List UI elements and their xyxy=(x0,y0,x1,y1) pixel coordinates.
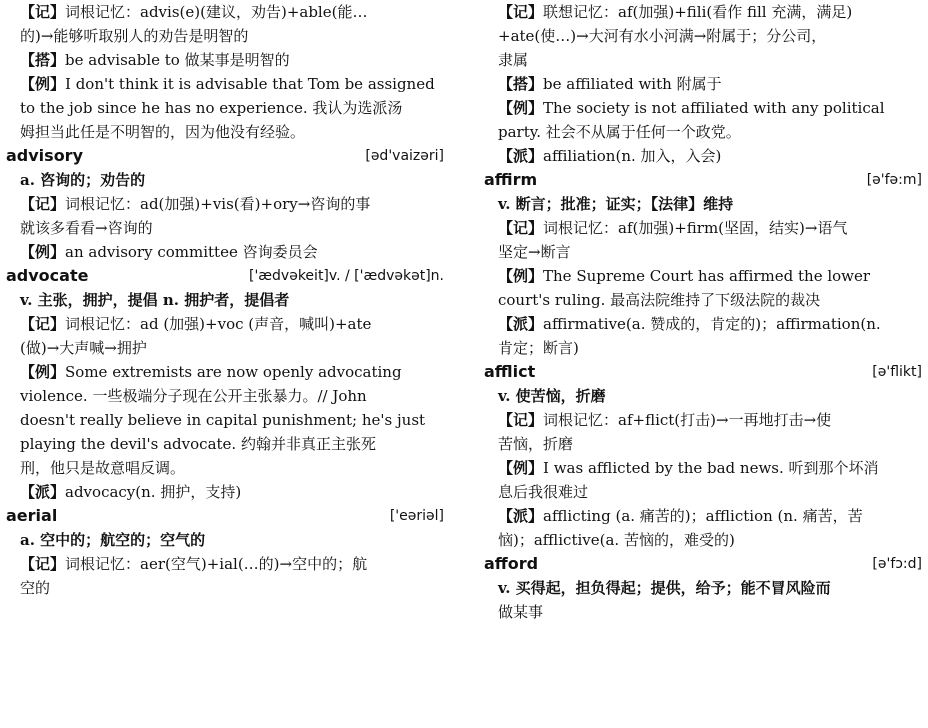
note-text: 联想记忆：af(加强)+fili(看作 fill 充满，满足) xyxy=(543,3,853,21)
continuation-line xyxy=(484,432,922,456)
continuation-text: 肯定；断言) xyxy=(498,339,579,357)
continuation-line xyxy=(484,480,922,504)
note-line xyxy=(484,96,922,120)
entry-headword-line xyxy=(6,144,444,168)
note-line xyxy=(484,0,922,24)
note-line xyxy=(6,72,444,96)
continuation-line xyxy=(6,456,444,480)
pronunciation: ['eəriəl] xyxy=(389,508,444,524)
note-tag: 【记】 xyxy=(498,411,544,429)
continuation-text: 恼)；afflictive(a. 苦恼的，难受的) xyxy=(498,531,735,549)
headword: affirm xyxy=(484,170,538,189)
note-tag: 【例】 xyxy=(20,363,66,381)
continuation-text: playing the devil's advocate. 约翰并非真正主张死 xyxy=(20,435,376,453)
note-text: I don't think it is advisable that Tom be assigned xyxy=(65,75,435,93)
note-tag: 【搭】 xyxy=(498,75,544,93)
continuation-line xyxy=(484,240,922,264)
definition-text: a. 空中的；航空的；空气的 xyxy=(20,531,206,549)
note-text: 词根记忆：advis(e)(建议，劝告)+able(能… xyxy=(65,3,368,21)
continuation-line xyxy=(6,216,444,240)
note-text: affirmative(a. 赞成的，肯定的)；affirmation(n. xyxy=(543,315,881,333)
continuation-line xyxy=(6,576,444,600)
note-line xyxy=(484,144,922,168)
note-text: 词根记忆：aer(空气)+ial(…的)→空中的；航 xyxy=(65,555,368,573)
note-line xyxy=(6,480,444,504)
entry-headword-line xyxy=(484,168,922,192)
note-text: affiliation(n. 加入，入会) xyxy=(543,147,722,165)
continuation-text: doesn't really believe in capital punishment; he's just xyxy=(20,411,426,429)
note-tag: 【记】 xyxy=(20,315,66,333)
continuation-text: (做)→大声喊→拥护 xyxy=(20,339,147,357)
note-line xyxy=(484,216,922,240)
note-line xyxy=(484,312,922,336)
note-tag: 【搭】 xyxy=(20,51,66,69)
pronunciation: [ə'fɔ:d] xyxy=(872,556,922,572)
pronunciation: [əd'vaizəri] xyxy=(365,148,444,164)
continuation-line xyxy=(484,48,922,72)
note-text: an advisory committee 咨询委员会 xyxy=(65,243,318,261)
note-text: be affiliated with 附属于 xyxy=(543,75,722,93)
continuation-line xyxy=(484,336,922,360)
note-line xyxy=(6,192,444,216)
continuation-text: court's ruling. 最高法院维持了下级法院的裁决 xyxy=(498,291,821,309)
note-tag: 【例】 xyxy=(498,99,544,117)
note-text: The Supreme Court has affirmed the lower xyxy=(543,267,871,285)
note-line xyxy=(6,240,444,264)
continuation-line xyxy=(484,120,922,144)
definition-text: v. 断言；批准；证实；【法律】维持 xyxy=(498,195,734,213)
note-tag: 【记】 xyxy=(498,3,544,21)
note-tag: 【派】 xyxy=(498,147,544,165)
definition-line xyxy=(484,384,922,408)
continuation-line xyxy=(484,528,922,552)
note-line xyxy=(484,504,922,528)
note-text: The society is not affiliated with any political xyxy=(543,99,885,117)
pronunciation: ['ædvəkeit]v. / ['ædvəkət]n. xyxy=(248,268,444,284)
continuation-line xyxy=(6,384,444,408)
continuation-text: 坚定→断言 xyxy=(498,243,571,261)
continuation-line xyxy=(6,432,444,456)
continuation-text: to the job since he has no experience. 我认为选派汤 xyxy=(20,99,403,117)
definition-line xyxy=(484,192,922,216)
note-line xyxy=(484,456,922,480)
note-text: Some extremists are now openly advocating xyxy=(65,363,402,381)
definition-text: v. 使苦恼，折磨 xyxy=(498,387,606,405)
left-column xyxy=(6,0,444,600)
continuation-text: 隶属 xyxy=(498,51,529,69)
note-line xyxy=(6,312,444,336)
continuation-text: 息后我很难过 xyxy=(498,483,589,501)
headword: advocate xyxy=(6,266,89,285)
note-tag: 【例】 xyxy=(498,459,544,477)
note-line xyxy=(6,360,444,384)
note-line xyxy=(484,408,922,432)
note-tag: 【例】 xyxy=(20,243,66,261)
headword: advisory xyxy=(6,146,83,165)
note-line xyxy=(6,552,444,576)
continuation-line xyxy=(6,120,444,144)
note-tag: 【例】 xyxy=(498,267,544,285)
continuation-line xyxy=(484,24,922,48)
note-text: 词根记忆：ad(加强)+vis(看)+ory→咨询的事 xyxy=(65,195,371,213)
continuation-text: party. 社会不从属于任何一个政党。 xyxy=(498,123,741,141)
note-tag: 【派】 xyxy=(498,315,544,333)
continuation-line xyxy=(6,24,444,48)
note-text: be advisable to 做某事是明智的 xyxy=(65,51,290,69)
note-text: I was afflicted by the bad news. 听到那个坏消 xyxy=(543,459,879,477)
note-tag: 【记】 xyxy=(20,3,66,21)
entry-headword-line xyxy=(484,552,922,576)
headword: afflict xyxy=(484,362,536,381)
note-tag: 【例】 xyxy=(20,75,66,93)
entry-headword-line xyxy=(6,264,444,288)
note-line xyxy=(484,264,922,288)
definition-text: a. 咨询的；劝告的 xyxy=(20,171,146,189)
definition-line xyxy=(484,576,922,600)
continuation-text: 姆担当此任是不明智的，因为他没有经验。 xyxy=(20,123,306,141)
note-text: advocacy(n. 拥护，支持) xyxy=(65,483,242,501)
right-column xyxy=(484,0,922,624)
note-line xyxy=(484,72,922,96)
note-tag: 【记】 xyxy=(498,219,544,237)
note-tag: 【派】 xyxy=(498,507,544,525)
continuation-line xyxy=(484,288,922,312)
definition-text: v. 买得起，担负得起；提供，给予；能不冒风险而 xyxy=(498,579,831,597)
note-tag: 【记】 xyxy=(20,195,66,213)
continuation-text: 做某事 xyxy=(498,603,544,621)
headword: aerial xyxy=(6,506,58,525)
note-tag: 【记】 xyxy=(20,555,66,573)
continuation-line xyxy=(6,96,444,120)
continuation-text: +ate(使…)→大河有水小河满→附属于；分公司， xyxy=(498,27,827,45)
definition-line xyxy=(6,168,444,192)
headword: afford xyxy=(484,554,539,573)
note-text: 词根记忆：af(加强)+firm(坚固，结实)→语气 xyxy=(543,219,848,237)
continuation-line xyxy=(6,336,444,360)
continuation-text: 刑，他只是故意唱反调。 xyxy=(20,459,186,477)
definition-line xyxy=(6,528,444,552)
note-tag: 【派】 xyxy=(20,483,66,501)
pronunciation: [ə'fə:m] xyxy=(866,172,922,188)
note-text: 词根记忆：af+flict(打击)→一再地打击→使 xyxy=(543,411,832,429)
continuation-text: 空的 xyxy=(20,579,51,597)
continuation-text: 的)→能够听取别人的劝告是明智的 xyxy=(20,27,249,45)
note-text: afflicting (a. 痛苦的)；affliction (n. 痛苦，苦 xyxy=(543,507,863,525)
entry-headword-line xyxy=(6,504,444,528)
entry-headword-line xyxy=(484,360,922,384)
note-line xyxy=(6,0,444,24)
note-line xyxy=(6,48,444,72)
continuation-line xyxy=(6,408,444,432)
note-text: 词根记忆：ad (加强)+voc (声音，喊叫)+ate xyxy=(65,315,372,333)
pronunciation: [ə'flikt] xyxy=(872,364,922,380)
definition-line xyxy=(6,288,444,312)
continuation-line xyxy=(484,600,922,624)
definition-text: v. 主张，拥护，提倡 n. 拥护者，提倡者 xyxy=(20,291,290,309)
continuation-text: violence. 一些极端分子现在公开主张暴力。// John xyxy=(20,387,367,405)
continuation-text: 苦恼，折磨 xyxy=(498,435,574,453)
continuation-text: 就该多看看→咨询的 xyxy=(20,219,153,237)
